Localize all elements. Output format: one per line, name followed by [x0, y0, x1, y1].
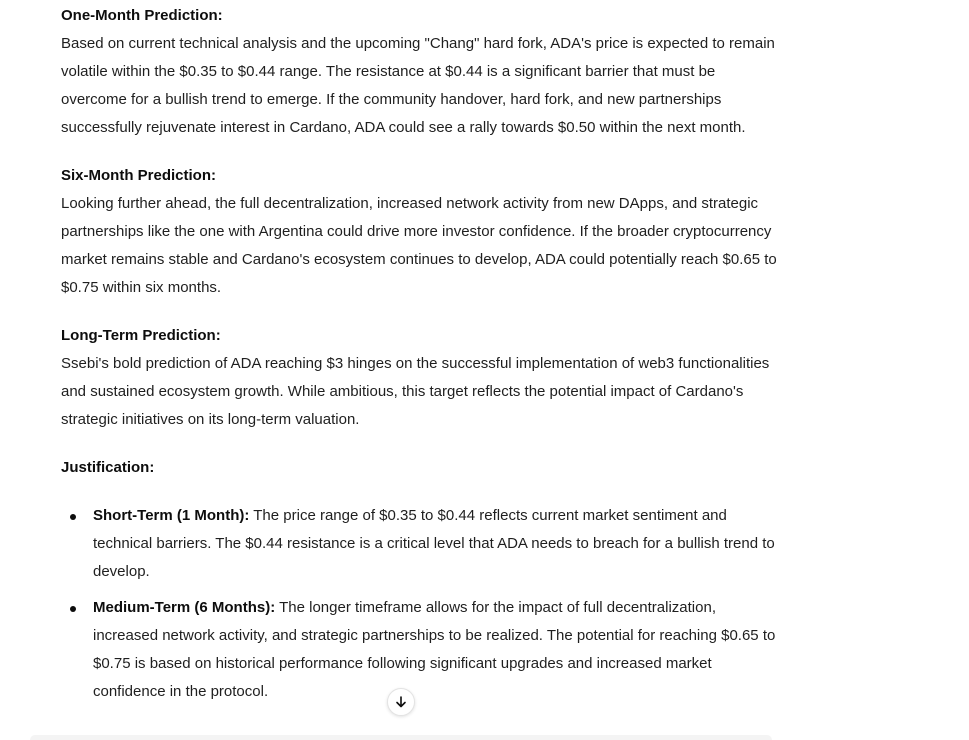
bullet-dot-icon [70, 606, 76, 612]
one-month-text: Based on current technical analysis and the upcoming "Chang" hard fork, ADA's price is expected to remain volatile within the $0.35 to $0.44 range. The resistance at $0.44 is a significant barrier that must be overcome for a bullish trend to emerge. If the community handover, hard fork, and new partnerships successfully rejuvenate interest in Cardano, ADA could see a rally towards $0.50 within the next month. [61, 35, 775, 136]
list-item-label: Short-Term (1 Month): [93, 507, 250, 524]
one-month-section [61, 2, 781, 142]
six-month-section [61, 162, 781, 302]
assistant-message [61, 2, 781, 714]
six-month-text: Looking further ahead, the full decentralization, increased network activity from new DApps, and strategic partnerships like the one with Argentina could drive more investor confidence. If the broader cryptocurrency market remains stable and Cardano's ecosystem continues to develop, ADA could potentially reach $0.65 to $0.75 within six months. [61, 195, 777, 296]
six-month-heading: Six-Month Prediction: [61, 167, 216, 184]
justification-list [61, 502, 781, 706]
list-item [61, 594, 781, 706]
list-item-text: The longer timeframe allows for the impact of full decentralization, increased network activity, and strategic partnerships to be realized. The potential for reaching $0.65 to $0.75 is based on historical performance following significant upgrades and increased market confidence in the protocol. [93, 599, 776, 700]
long-term-section [61, 322, 781, 434]
one-month-heading: One-Month Prediction: [61, 7, 223, 24]
arrow-down-icon [394, 695, 408, 709]
scroll-down-button[interactable] [387, 688, 415, 716]
justification-heading: Justification: [61, 459, 155, 476]
message-composer[interactable] [30, 735, 772, 740]
list-item-text: The price range of $0.35 to $0.44 reflects current market sentiment and technical barriers. The $0.44 resistance is a critical level that ADA needs to breach for a bullish trend to develop. [93, 507, 775, 580]
list-item-label: Medium-Term (6 Months): [93, 599, 276, 616]
bullet-dot-icon [70, 514, 76, 520]
justification-section [61, 454, 781, 706]
long-term-text: Ssebi's bold prediction of ADA reaching $3 hinges on the successful implementation of web3 functionalities and sustained ecosystem growth. While ambitious, this target reflects the potential impact of Cardano's strategic initiatives on its long-term valuation. [61, 355, 770, 428]
long-term-heading: Long-Term Prediction: [61, 327, 221, 344]
list-item [61, 502, 781, 586]
